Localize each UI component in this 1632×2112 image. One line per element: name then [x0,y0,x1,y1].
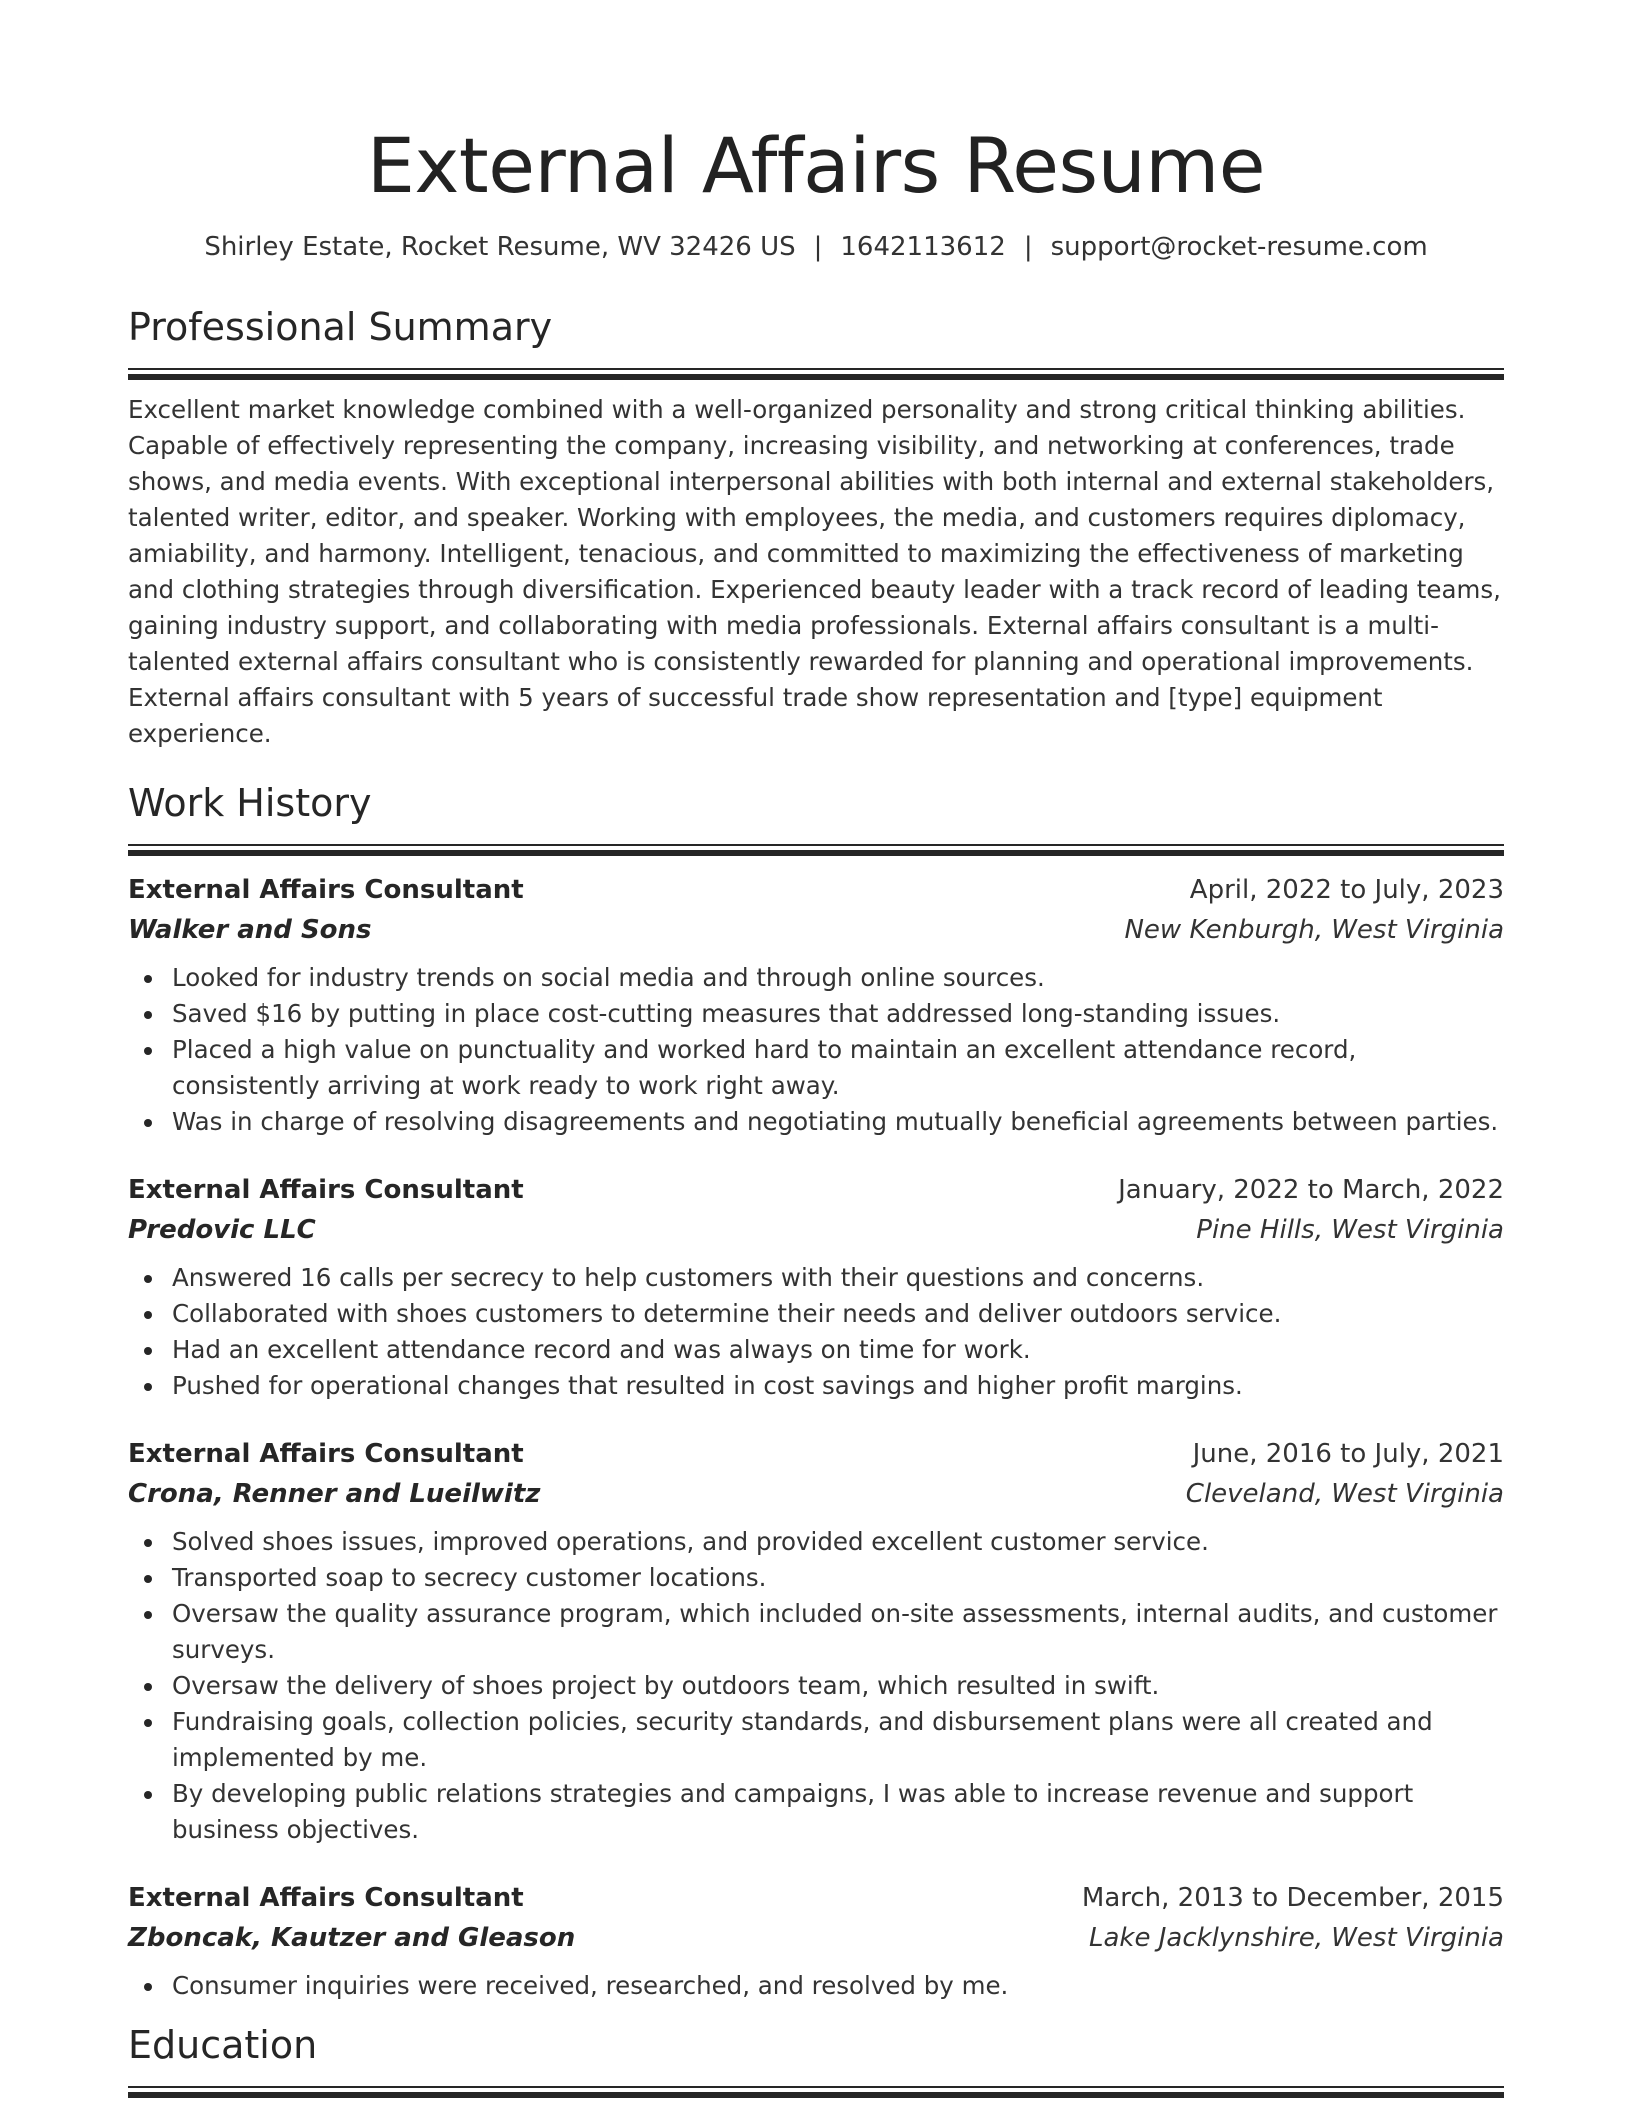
summary-heading: Professional Summary [128,305,553,349]
job-bullets [128,1260,1504,1404]
job-company: Walker and Sons [128,915,372,945]
job-dates: January, 2022 to March, 2022 [1118,1175,1504,1205]
resume-title: External Affairs Resume [366,121,1266,210]
job-bullet: Transported soap to secrecy customer locations. [172,1560,1504,1596]
job-bullets [128,1968,1504,2004]
job-header-row [128,1878,1504,1918]
summary-text: Excellent market knowledge combined with a well-organized personality and strong critical thinking abilities. Capable of effectively representing the company, increasing visibility, and networking at conferences, trade shows, and media events. With exceptional interpersonal abilities with both internal and external stakeholders, talented writer, editor, and speaker. Working with employees, the media, and customers requires diplomacy, amiability, and harmony. Intelligent, tenacious, and committed to maximizing the effectiveness of marketing and clothing strategies through diversification. Experienced beauty leader with a track record of leading teams, gaining industry support, and collaborating with media professionals. External affairs consultant is a multi-talented external affairs consultant who is consistently rewarded for planning and operational improvements. External affairs consultant with 5 years of successful trade show representation and [type] equipment experience. [128,395,1501,748]
job-bullet: Fundraising goals, collection policies, security standards, and disbursement plans were all created and implemented by me. [172,1704,1504,1776]
job-title: External Affairs Consultant [128,875,524,905]
job-company: Crona, Renner and Lueilwitz [128,1479,541,1509]
job-bullets [128,960,1504,1140]
job-bullet: Collaborated with shoes customers to determine their needs and deliver outdoors service. [172,1296,1504,1332]
job-entry [128,1878,1504,2004]
work-history-heading: Work History [128,781,372,825]
job-bullet: By developing public relations strategies and campaigns, I was able to increase revenue and support business objectives. [172,1776,1504,1848]
job-bullet: Solved shoes issues, improved operations, and provided excellent customer service. [172,1524,1504,1560]
job-entry [128,1170,1504,1404]
job-title: External Affairs Consultant [128,1439,524,1469]
job-bullet: Answered 16 calls per secrecy to help customers with their questions and concerns. [172,1260,1504,1296]
job-company-row [128,1474,1504,1514]
contact-email[interactable]: support@rocket-resume.com [1050,232,1428,262]
work-history-section [128,781,1504,2004]
job-location: Cleveland, West Virginia [1185,1479,1504,1509]
job-location: New Kenburgh, West Virginia [1124,915,1504,945]
job-title: External Affairs Consultant [128,1175,524,1205]
job-dates: April, 2022 to July, 2023 [1189,875,1504,905]
job-company: Predovic LLC [128,1215,316,1245]
job-bullet: Was in charge of resolving disagreements and negotiating mutually beneficial agreements between parties. [172,1104,1504,1140]
job-company: Zboncak, Kautzer and Gleason [128,1923,576,1953]
job-company-row [128,910,1504,950]
job-dates: March, 2013 to December, 2015 [1081,1883,1504,1913]
section-divider [128,844,1504,856]
job-company-row [128,1210,1504,1250]
section-divider [128,368,1504,380]
job-bullets [128,1524,1504,1848]
education-heading: Education [128,2023,318,2067]
job-bullet: Pushed for operational changes that resulted in cost savings and higher profit margins. [172,1368,1504,1404]
job-bullet: Oversaw the quality assurance program, which included on-site assessments, internal audits, and customer surveys. [172,1596,1504,1668]
job-bullet: Had an excellent attendance record and was always on time for work. [172,1332,1504,1368]
job-entry [128,870,1504,1140]
job-bullet: Oversaw the delivery of shoes project by outdoors team, which resulted in swift. [172,1668,1504,1704]
contact-address: Shirley Estate, Rocket Resume, WV 32426 US [204,232,796,262]
job-header-row [128,1170,1504,1210]
contact-separator: | [813,232,823,262]
education-section [128,2023,1504,2098]
job-header-row [128,1434,1504,1474]
contact-separator: | [1023,232,1033,262]
contact-phone: 1642113612 [840,232,1006,262]
job-header-row [128,870,1504,910]
contact-line [128,234,1504,260]
section-divider [128,2086,1504,2098]
job-title: External Affairs Consultant [128,1883,524,1913]
job-dates: June, 2016 to July, 2021 [1192,1439,1504,1469]
job-entry [128,1434,1504,1848]
job-bullet: Consumer inquiries were received, researched, and resolved by me. [172,1968,1504,2004]
job-location: Lake Jacklynshire, West Virginia [1088,1923,1504,1953]
job-location: Pine Hills, West Virginia [1196,1215,1504,1245]
job-bullet: Looked for industry trends on social media and through online sources. [172,960,1504,996]
job-bullet: Saved $16 by putting in place cost-cutting measures that addressed long-standing issues. [172,996,1504,1032]
resume-page [128,0,1504,2098]
job-company-row [128,1918,1504,1958]
summary-section [128,305,1504,752]
job-bullet: Placed a high value on punctuality and worked hard to maintain an excellent attendance record, consistently arriving at work ready to work right away. [172,1032,1504,1104]
